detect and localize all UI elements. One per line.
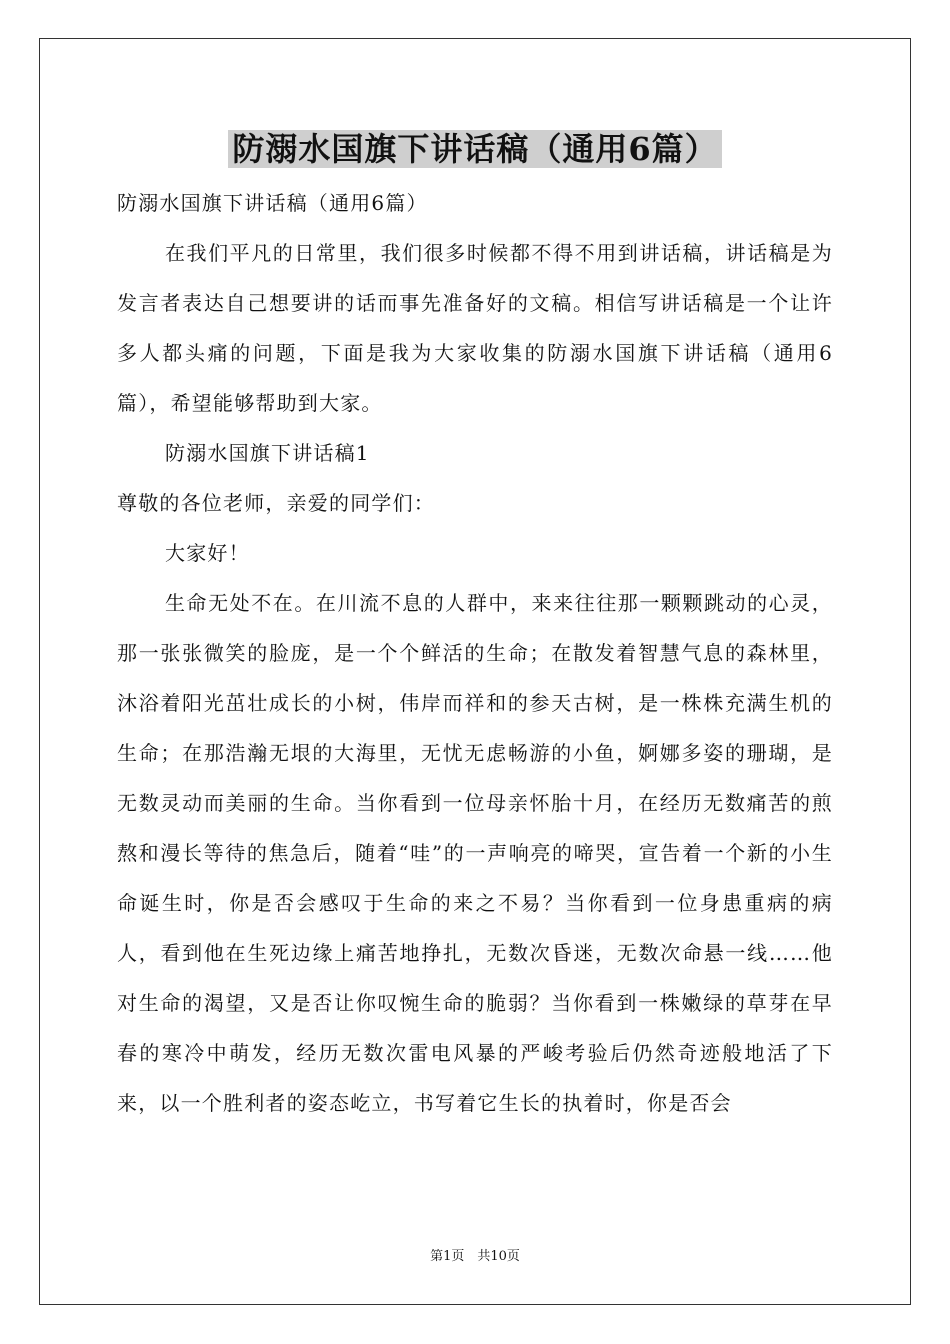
- intro-paragraph: 在我们平凡的日常里，我们很多时候都不得不用到讲话稿，讲话稿是为发言者表达自己想要讲的话而事先准备好的文稿。相信写讲话稿是一个让许多人都头痛的问题，下面是我为大家收集的防溺水国旗下讲话稿（通用6篇），希望能够帮助到大家。: [117, 241, 833, 415]
- subtitle-line: 防溺水国旗下讲话稿（通用6篇）: [117, 191, 428, 215]
- document-body: [117, 178, 833, 1128]
- greeting: 大家好！: [165, 541, 250, 565]
- document-title: [0, 126, 950, 172]
- salutation: 尊敬的各位老师，亲爱的同学们：: [117, 491, 435, 515]
- body-paragraph: 生命无处不在。在川流不息的人群中，来来往往那一颗颗跳动的心灵，那一张张微笑的脸庞，是一个个鲜活的生命；在散发着智慧气息的森林里，沐浴着阳光茁壮成长的小树，伟岸而祥和的参天古树，是一株株充满生机的生命；在那浩瀚无垠的大海里，无忧无虑畅游的小鱼，婀娜多姿的珊瑚，是无数灵动而美丽的生命。当你看到一位母亲怀胎十月，在经历无数痛苦的煎熬和漫长等待的焦急后，随着“哇”的一声响亮的啼哭，宣告着一个新的小生命诞生时，你是否会感叹于生命的来之不易？当你看到一位身患重病的病人，看到他在生死边缘上痛苦地挣扎，无数次昏迷，无数次命悬一线……他对生命的渴望，又是否让你叹惋生命的脆弱？当你看到一株嫩绿的草芽在早春的寒冷中萌发，经历无数次雷电风暴的严峻考验后仍然奇迹般地活了下来，以一个胜利者的姿态屹立，书写着它生长的执着时，你是否会: [117, 591, 833, 1115]
- title-text: 防溺水国旗下讲话稿（通用6篇）: [228, 130, 721, 168]
- page-number: 第1页 共10页: [430, 1249, 520, 1264]
- section-heading: 防溺水国旗下讲话稿1: [165, 441, 370, 465]
- page-footer: [0, 1248, 950, 1266]
